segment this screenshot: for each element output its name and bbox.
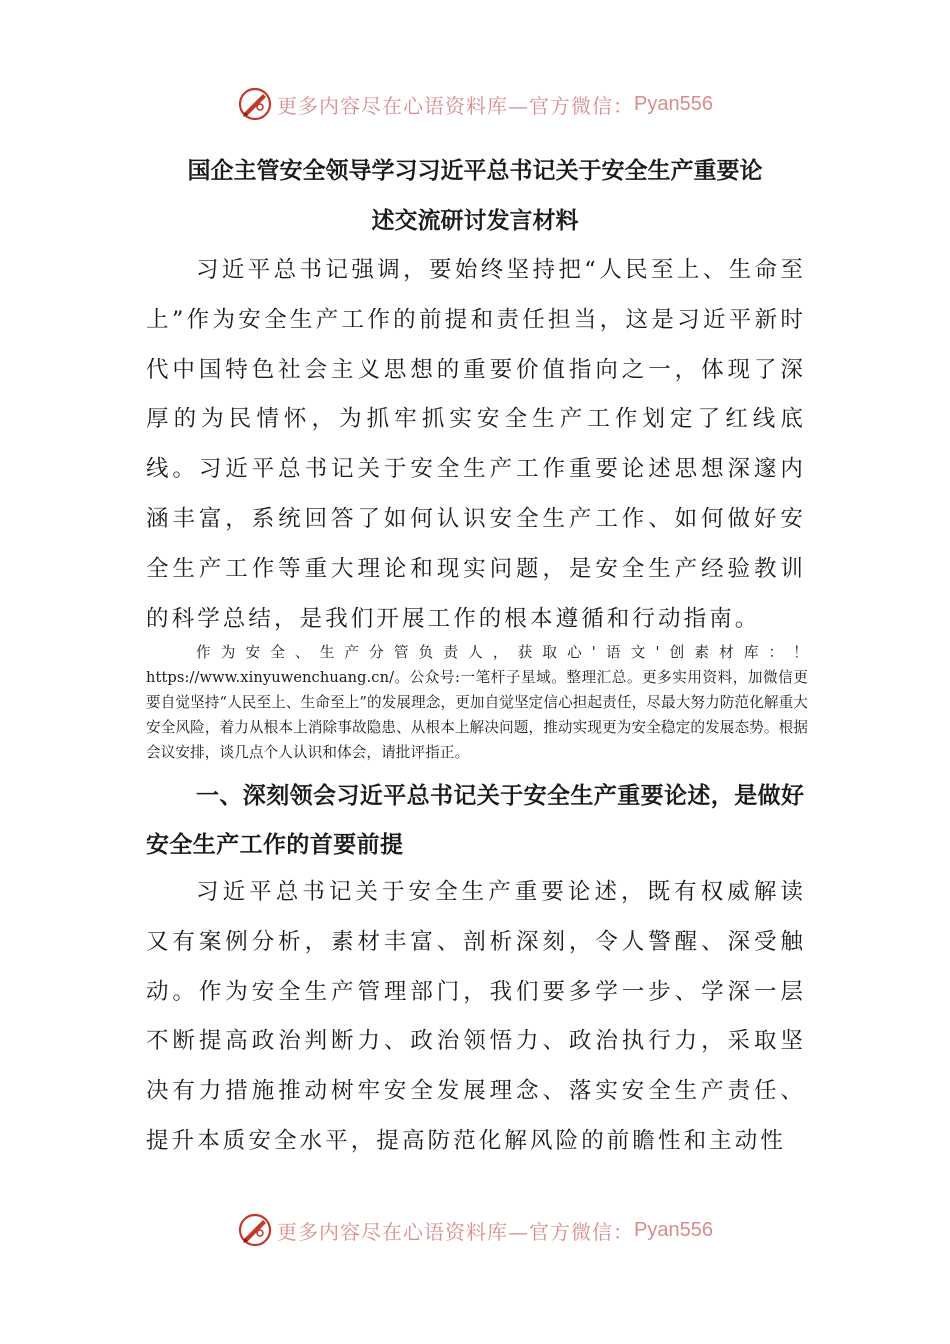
banner-text: 更多内容尽在心语资料库—官方微信： (277, 1219, 635, 1244)
body-paragraph-1: 习近平总书记强调，要始终坚持把“人民至上、生命至上”作为安全生产工作的前提和责任担当，这是习近平新时代中国特色社会主义思想的重要价值指向之一，体现了深厚的为民情怀，为抓牢抓实安全生产工作划定了红线底线。习近平总书记关于安全生产工作重要论述思想深邃内涵丰富，系统回答了如何认识安全生产工作、如何做好安全生产工作等重大理论和现实问题，是安全生产经验教训的科学总结，是我们开展工作的根本遵循和行动指南。 (146, 257, 806, 632)
pen-logo-icon (237, 1212, 273, 1248)
pen-logo-icon (237, 86, 273, 122)
section-heading-1: 一、深刻领会习近平总书记关于安全生产重要论述，是做好安全生产工作的首要前提 (146, 783, 805, 858)
banner-wechat-id: Pyan556 (634, 92, 713, 115)
banner-wechat-id: Pyan556 (634, 1218, 713, 1241)
document-title-line-1: 国企主管安全领导学习习近平总书记关于安全生产重要论 (187, 158, 763, 184)
document-title-line-2: 述交流研讨发言材料 (371, 208, 579, 234)
header-banner (0, 84, 950, 124)
banner-text: 更多内容尽在心语资料库—官方微信： (277, 93, 635, 118)
footer-banner (0, 1210, 950, 1250)
body-paragraph-3: 习近平总书记关于安全生产重要论述，既有权威解读又有案例分析，素材丰富、剖析深刻，令人警醒、深受触动。作为安全生产管理部门，我们要多学一步、学深一层不断提高政治判断力、政治领悟力、政治执行力，采取坚决有力措施推动树牢安全发展理念、落实安全生产责任、提升本质安全水平，提高防范化解风险的前瞻性和主动性 (146, 879, 806, 1154)
body-paragraph-2: 作为安全、生产分管负责人，获取心'语文'创素材库：！https://www.xinyuwenchuang.cn/。公众号:一笔杆子星域。整理汇总。更多实用资料，加微信更要自觉坚持“人民至上、生命至上”的发展理念，更加自觉坚定信心担起责任，尽最大努力防范化解重大安全风险，着力从根本上消除事故隐患、从根本上解决问题，推动实现更为安全稳定的发展态势。根据会议安排，谈几点个人认识和体会，请批评指正。 (146, 644, 808, 761)
